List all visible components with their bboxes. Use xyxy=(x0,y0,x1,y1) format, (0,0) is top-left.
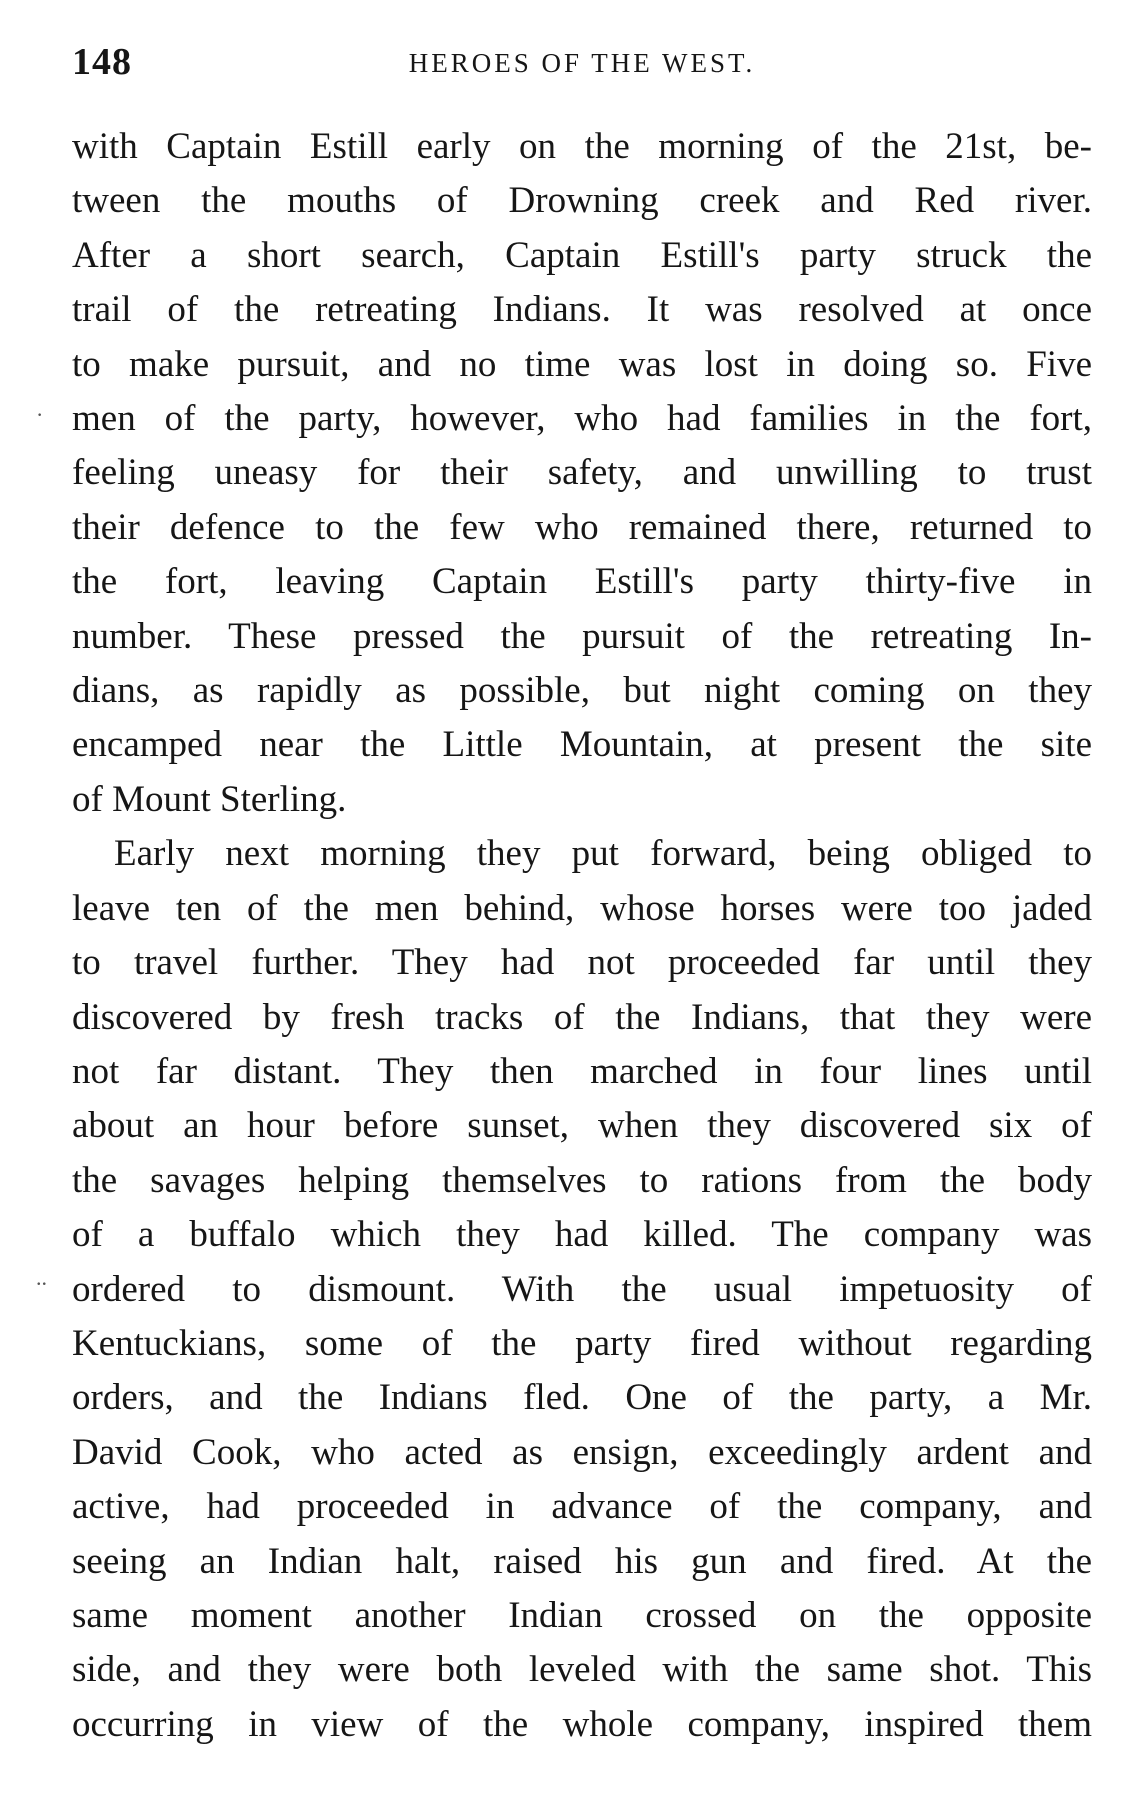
text-line: about an hour before sunset, when they discovered six of xyxy=(72,1105,1092,1147)
text-line: not far distant. They then marched in four lines until xyxy=(72,1050,1092,1092)
text-line: men of the party, however, who had families in the fort, xyxy=(72,398,1092,440)
running-title: HEROES OF THE WEST. xyxy=(408,48,756,78)
text-line: feeling uneasy for their safety, and unwilling to trust xyxy=(72,452,1092,494)
page-number: 148 xyxy=(72,41,132,83)
text-line: occurring in view of the whole company, inspired them xyxy=(72,1703,1092,1745)
text-line: encamped near the Little Mountain, at present the site xyxy=(72,724,1092,766)
text-line: ordered to dismount. With the usual impetuosity of xyxy=(72,1268,1092,1310)
body-text xyxy=(72,120,1092,1752)
text-line: David Cook, who acted as ensign, exceedingly ardent and xyxy=(72,1431,1092,1473)
text-line: of a buffalo which they had killed. The company was xyxy=(72,1214,1092,1256)
text-line: with Captain Estill early on the morning of the 21st, be- xyxy=(72,126,1092,167)
text-line: Kentuckians, some of the party fired without regarding xyxy=(72,1322,1092,1364)
text-line: active, had proceeded in advance of the company, and xyxy=(72,1486,1092,1528)
text-line: discovered by fresh tracks of the Indians, that they were xyxy=(72,996,1092,1038)
text-line: seeing an Indian halt, raised his gun and fired. At the xyxy=(72,1540,1092,1582)
paragraph-2 xyxy=(72,827,1092,1752)
text-line: same moment another Indian crossed on the opposite xyxy=(72,1594,1092,1636)
text-line: orders, and the Indians fled. One of the party, a Mr. xyxy=(72,1377,1092,1419)
page-header xyxy=(72,40,1092,90)
text-line: number. These pressed the pursuit of the retreating In- xyxy=(72,615,1092,657)
text-line: side, and they were both leveled with the same shot. This xyxy=(72,1649,1092,1691)
text-line: the savages helping themselves to rations from the body xyxy=(72,1159,1092,1201)
text-line: trail of the retreating Indians. It was resolved at once xyxy=(72,289,1092,331)
paragraph-1 xyxy=(72,120,1092,827)
text-line: to make pursuit, and no time was lost in doing so. Five xyxy=(72,343,1092,385)
text-line: leave ten of the men behind, whose horses were too jaded xyxy=(72,887,1092,929)
text-line: Early next morning they put forward, being obliged to xyxy=(114,833,1092,875)
text-line: the fort, leaving Captain Estill's party thirty-five in xyxy=(72,561,1092,603)
margin-mark: .. xyxy=(36,1265,47,1290)
text-line: After a short search, Captain Estill's party struck the xyxy=(72,234,1092,276)
text-line: to travel further. They had not proceeded far until they xyxy=(72,942,1092,984)
text-line: their defence to the few who remained there, returned to xyxy=(72,506,1092,548)
margin-mark: · xyxy=(36,402,44,427)
text-line: of Mount Sterling. xyxy=(72,778,347,820)
text-line: tween the mouths of Drowning creek and Red river. xyxy=(72,180,1092,222)
text-line: dians, as rapidly as possible, but night coming on they xyxy=(72,670,1092,712)
